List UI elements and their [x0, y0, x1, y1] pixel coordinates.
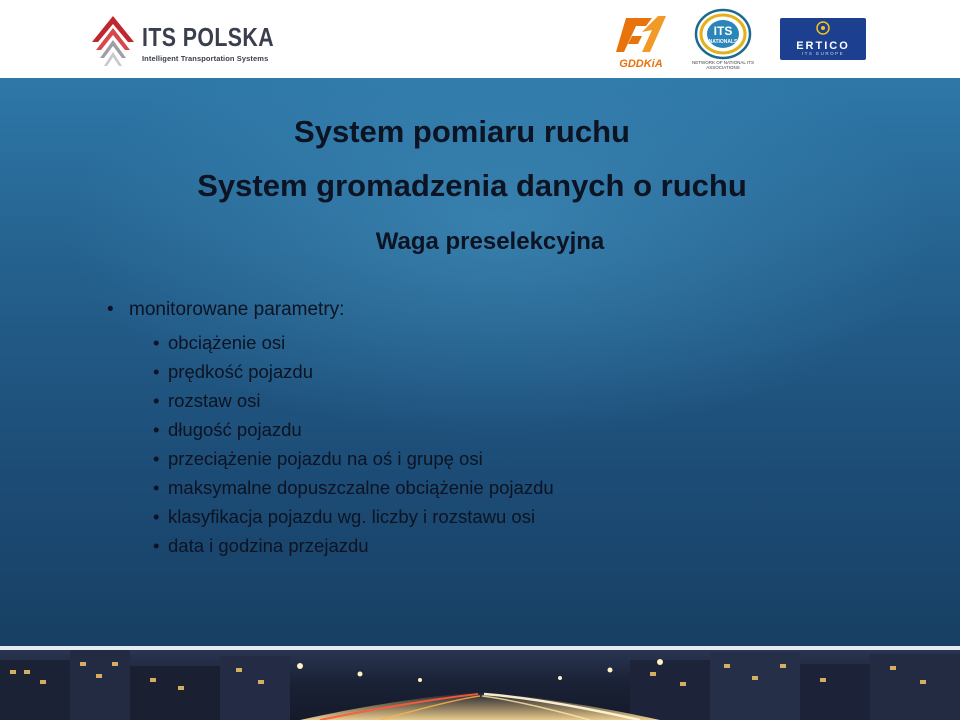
- gddkia-logo-label: GDDKiA: [619, 58, 663, 70]
- content-panel: [0, 78, 960, 646]
- ertico-logo-subtitle: ITS EUROPE: [801, 51, 845, 56]
- its-nationals-badge: ITS: [713, 24, 733, 38]
- its-nationals-badge-sub: NATIONALS: [708, 39, 738, 45]
- sub-bullet-text: klasyfikacja pojazdu wg. liczby i rozstawu osi: [168, 506, 536, 527]
- bullet-dot-icon: •: [153, 477, 160, 498]
- sub-bullet-text: długość pojazdu: [168, 419, 302, 440]
- ertico-logo-name: ERTICO: [796, 40, 850, 52]
- list-item: [153, 357, 554, 386]
- list-item: [153, 444, 554, 473]
- sub-bullet-text: rozstaw osi: [168, 390, 261, 411]
- list-item: [107, 298, 554, 560]
- bullet-dot-icon: •: [107, 299, 114, 320]
- bullet-dot-icon: •: [153, 332, 160, 353]
- sub-bullet-text: maksymalne dopuszczalne obciążenie pojazdu: [168, 477, 554, 498]
- its-nationals-caption: NETWORK OF NATIONAL ITS ASSOCIATIONS: [691, 60, 754, 70]
- list-item: [153, 386, 554, 415]
- list-item: [153, 415, 554, 444]
- bullet-dot-icon: •: [153, 361, 160, 382]
- section-heading: Waga preselekcyjna: [375, 228, 605, 255]
- ertico-logo: [780, 18, 866, 60]
- slide-title: System pomiaru ruchu: [294, 114, 630, 149]
- sub-bullet-list: [107, 328, 554, 560]
- list-item: [153, 328, 554, 357]
- its-nationals-logo: [690, 8, 756, 72]
- gddkia-71-icon: [612, 12, 670, 56]
- bullet-list: [107, 298, 554, 560]
- slide-subtitle: System gromadzenia danych o ruchu: [197, 168, 747, 203]
- list-item: [153, 531, 554, 560]
- bullet-dot-icon: •: [153, 419, 160, 440]
- night-street-illustration: [0, 650, 960, 720]
- its-logo-subtitle: Intelligent Transportation Systems: [142, 54, 269, 63]
- globe-ring-icon: [690, 8, 756, 60]
- header-bar: [0, 0, 960, 78]
- bullet-dot-icon: •: [153, 535, 160, 556]
- road-chevron-icon: [88, 12, 138, 68]
- bullet-dot-icon: •: [153, 506, 160, 527]
- sub-bullet-text: data i godzina przejazdu: [168, 535, 369, 556]
- its-logo-name: ITS POLSKA: [142, 22, 275, 52]
- sub-bullet-text: przeciążenie pojazdu na oś i grupę osi: [168, 448, 483, 469]
- its-polska-logo: [88, 12, 275, 72]
- gddkia-logo: [612, 12, 670, 70]
- list-item: [153, 502, 554, 531]
- ertico-star-icon: [816, 21, 830, 35]
- list-item: [153, 473, 554, 502]
- night-street-photo: [0, 650, 960, 720]
- bullet-text: monitorowane parametry:: [129, 299, 345, 320]
- sub-bullet-text: obciążenie osi: [168, 332, 286, 353]
- bullet-dot-icon: •: [153, 448, 160, 469]
- sub-bullet-text: prędkość pojazdu: [168, 361, 314, 382]
- bullet-dot-icon: •: [153, 390, 160, 411]
